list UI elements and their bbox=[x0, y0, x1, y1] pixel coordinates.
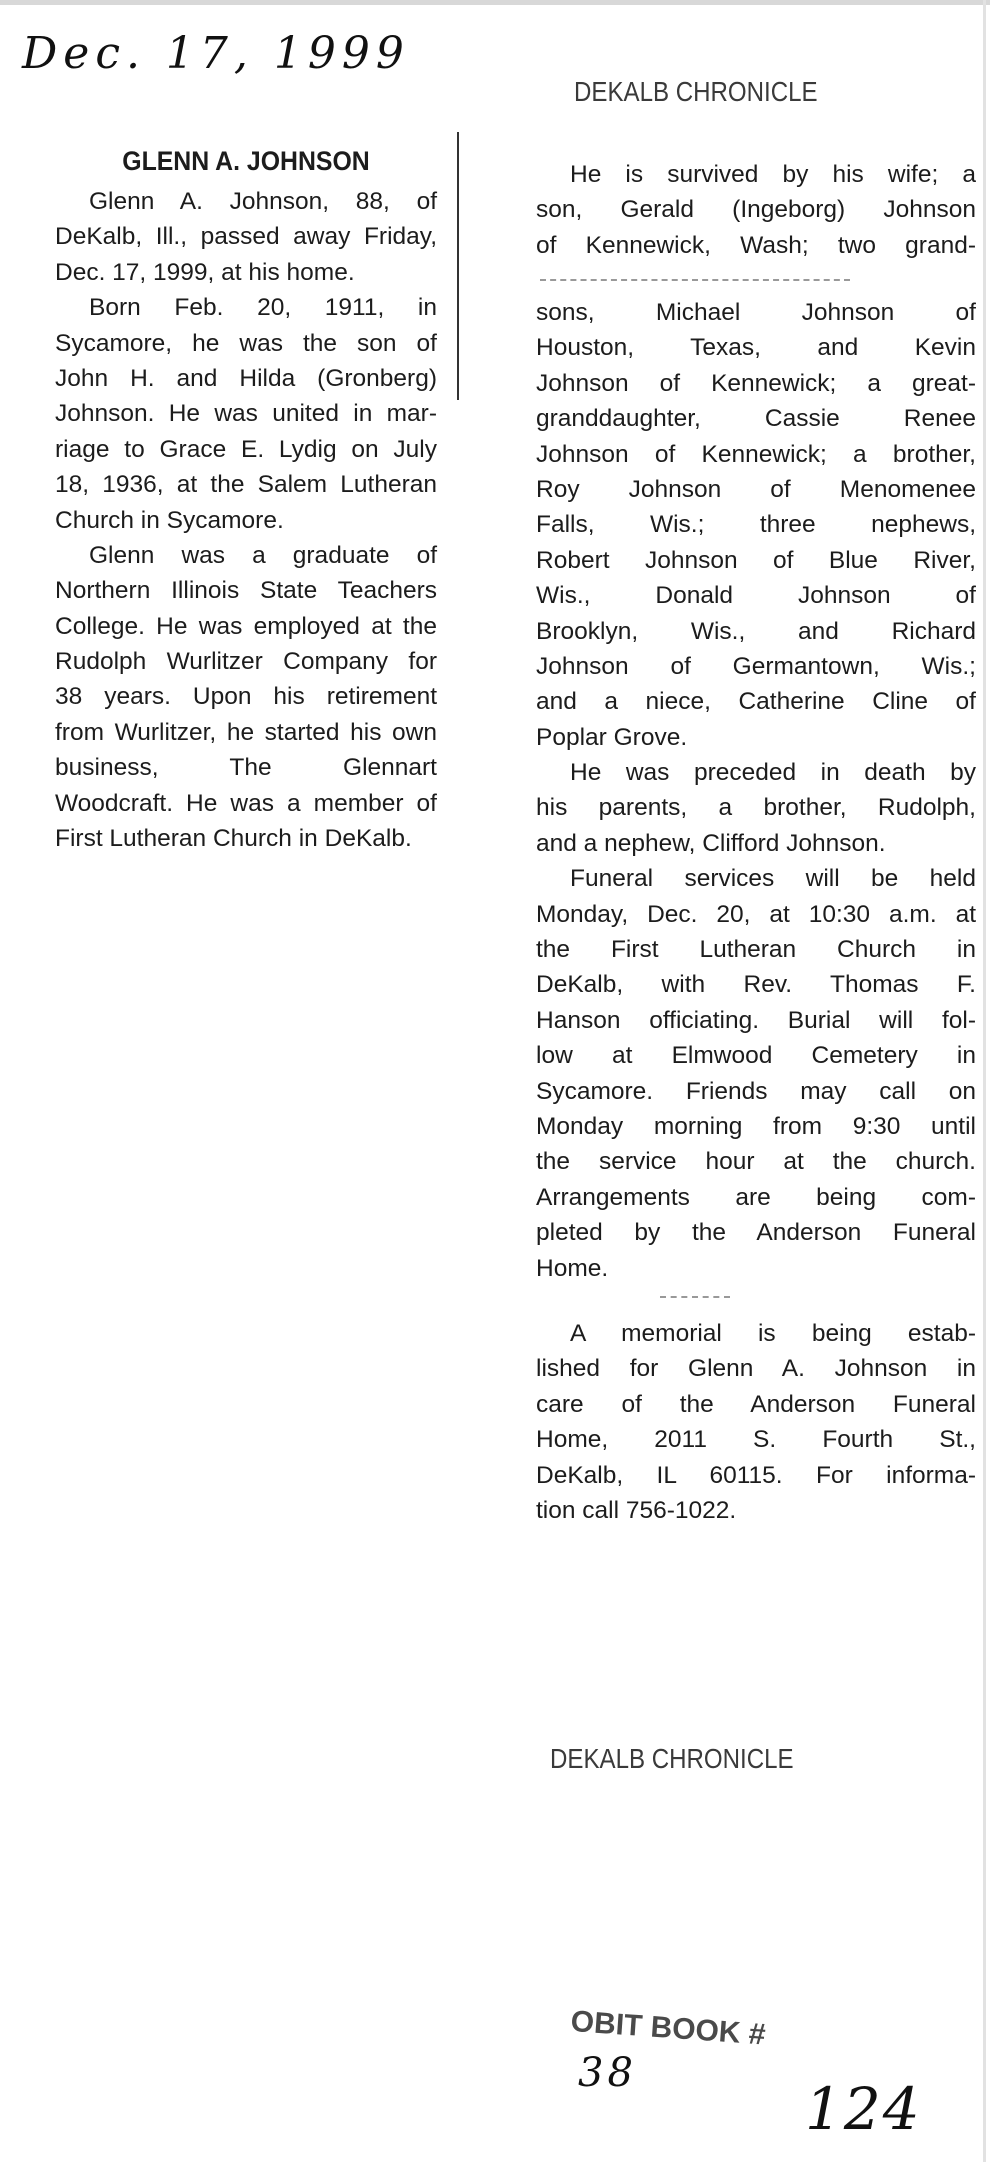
newspaper-name-top: DEKALB CHRONICLE bbox=[574, 76, 818, 107]
text-line: Dec. 17, 1999, at his home. bbox=[55, 258, 355, 286]
text-line: A memorial is being estab- bbox=[570, 1320, 976, 1347]
text-line: Robert Johnson of Blue River, bbox=[536, 546, 976, 574]
text-line: Monday, Dec. 20, at 10:30 a.m. at bbox=[536, 900, 976, 928]
right-column-block-1 bbox=[536, 157, 976, 263]
text-line: 18, 1936, at the Salem Lutheran bbox=[55, 471, 437, 499]
right-column-block-2 bbox=[536, 295, 976, 1286]
text-line: Johnson of Kennewick; a brother, bbox=[536, 440, 976, 468]
handwritten-page-number: 124 bbox=[805, 2075, 922, 2143]
text-line: Poplar Grove. bbox=[536, 723, 688, 751]
handwritten-date: Dec. 17, 1999 bbox=[22, 28, 410, 79]
text-line: Rudolph Wurlitzer Company for bbox=[55, 648, 437, 676]
obit-book-stamp: OBIT BOOK # bbox=[569, 2005, 767, 2052]
text-line: Houston, Texas, and Kevin bbox=[536, 334, 976, 362]
text-line: and a niece, Catherine Cline of bbox=[536, 688, 976, 716]
text-line: 38 years. Upon his retirement bbox=[55, 683, 437, 711]
text-line: John H. and Hilda (Gronberg) bbox=[55, 364, 437, 392]
right-column-block-3 bbox=[536, 1316, 976, 1528]
text-line: sons, Michael Johnson of bbox=[536, 299, 976, 326]
text-line: Home, 2011 S. Fourth St., bbox=[536, 1426, 976, 1454]
text-line: the First Lutheran Church in bbox=[536, 936, 976, 964]
text-line: the service hour at the church. bbox=[536, 1148, 976, 1176]
text-line: business, The Glennart bbox=[55, 754, 437, 782]
text-line: and a nephew, Clifford Johnson. bbox=[536, 829, 886, 857]
text-line: Sycamore, he was the son of bbox=[55, 329, 437, 357]
text-line: Born Feb. 20, 1911, in bbox=[89, 294, 437, 322]
text-line: Sycamore. Friends may call on bbox=[536, 1077, 976, 1105]
text-line: Johnson of Germantown, Wis.; bbox=[536, 652, 976, 680]
text-line: Glenn was a graduate of bbox=[89, 541, 437, 569]
text-line: Church in Sycamore. bbox=[55, 506, 284, 534]
text-line: pleted by the Anderson Funeral bbox=[536, 1219, 976, 1247]
handwritten-book-number: 38 bbox=[578, 2050, 637, 2096]
text-line: He was preceded in death by bbox=[570, 759, 976, 787]
text-line: DeKalb, IL 60115. For informa- bbox=[536, 1461, 976, 1489]
text-line: College. He was employed at the bbox=[55, 612, 437, 640]
text-line: tion call 756-1022. bbox=[536, 1496, 737, 1524]
newspaper-name-bottom: DEKALB CHRONICLE bbox=[550, 1743, 794, 1774]
text-line: from Wurlitzer, he started his own bbox=[55, 718, 437, 746]
scan-right-edge bbox=[983, 0, 986, 2162]
text-line: lished for Glenn A. Johnson in bbox=[536, 1355, 976, 1383]
text-line: riage to Grace E. Lydig on July bbox=[55, 435, 437, 463]
text-line: First Lutheran Church in DeKalb. bbox=[55, 825, 412, 853]
clipping-divider bbox=[540, 279, 850, 282]
scan-top-edge bbox=[0, 0, 990, 5]
text-line: DeKalb, with Rev. Thomas F. bbox=[536, 971, 976, 999]
text-line: Johnson of Kennewick; a great- bbox=[536, 369, 976, 397]
text-line: Home. bbox=[536, 1254, 609, 1282]
text-line: Woodcraft. He was a member of bbox=[55, 789, 437, 817]
text-line: Northern Illinois State Teachers bbox=[55, 577, 437, 605]
text-line: of Kennewick, Wash; two grand- bbox=[536, 231, 976, 259]
text-line: care of the Anderson Funeral bbox=[536, 1390, 976, 1418]
text-line: He is survived by his wife; a bbox=[570, 161, 976, 188]
text-line: Glenn A. Johnson, 88, of bbox=[89, 188, 437, 215]
column-rule bbox=[457, 132, 459, 400]
text-line: Falls, Wis.; three nephews, bbox=[536, 511, 976, 539]
text-line: DeKalb, Ill., passed away Friday, bbox=[55, 223, 437, 251]
left-column bbox=[55, 184, 437, 856]
text-line: Arrangements are being com- bbox=[536, 1183, 976, 1211]
obituary-heading: GLENN A. JOHNSON bbox=[122, 146, 370, 176]
text-line: Funeral services will be held bbox=[570, 865, 976, 893]
text-line: granddaughter, Cassie Renee bbox=[536, 405, 976, 433]
text-line: Roy Johnson of Menomenee bbox=[536, 475, 976, 503]
text-line: Hanson officiating. Burial will fol- bbox=[536, 1006, 976, 1034]
text-line: Monday morning from 9:30 until bbox=[536, 1112, 976, 1140]
text-line: son, Gerald (Ingeborg) Johnson bbox=[536, 196, 976, 224]
text-line: Brooklyn, Wis., and Richard bbox=[536, 617, 976, 645]
text-line: low at Elmwood Cemetery in bbox=[536, 1042, 976, 1070]
text-line: his parents, a brother, Rudolph, bbox=[536, 794, 976, 822]
text-line: Wis., Donald Johnson of bbox=[536, 582, 976, 610]
section-divider bbox=[660, 1296, 730, 1299]
text-line: Johnson. He was united in mar- bbox=[55, 400, 437, 428]
